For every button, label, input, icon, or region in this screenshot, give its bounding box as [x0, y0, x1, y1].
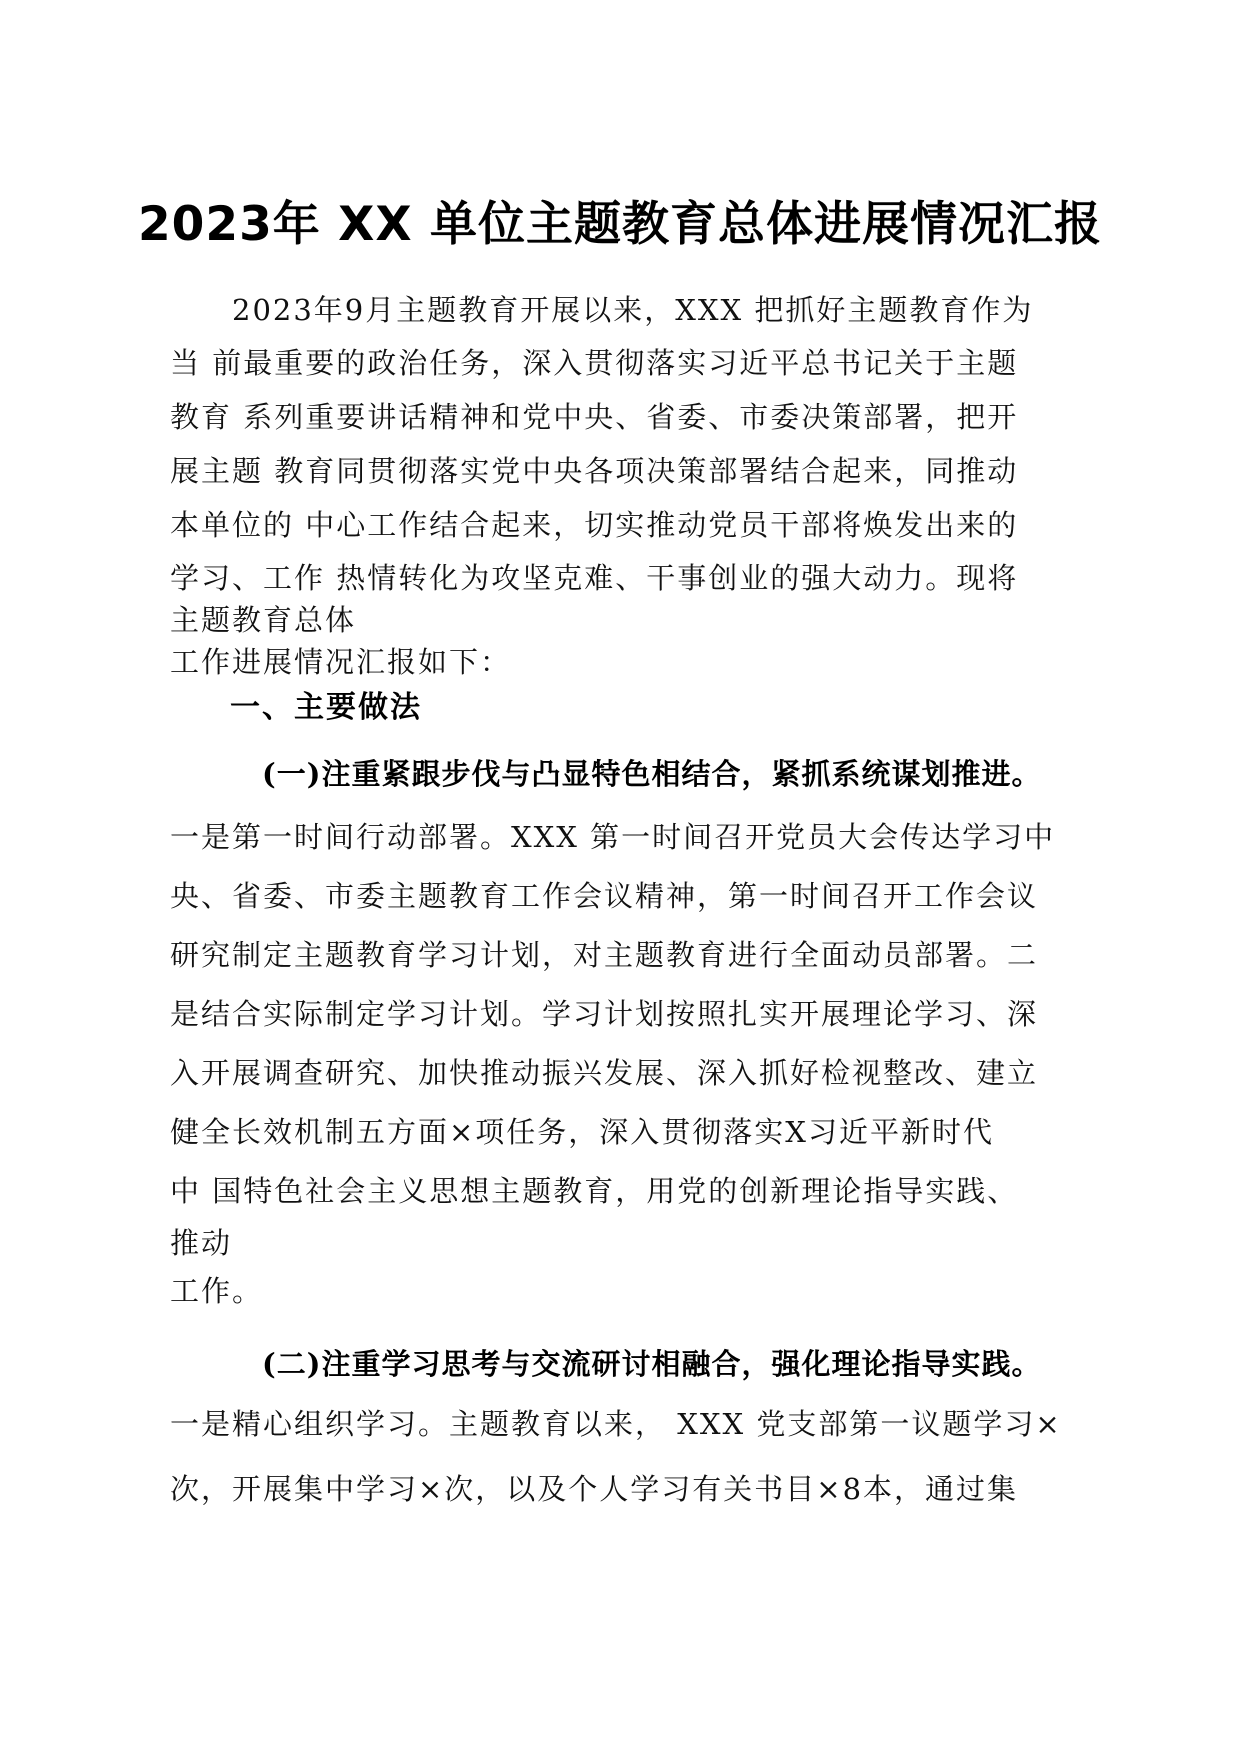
intro-line: 主题教育总体 [170, 603, 357, 637]
body-line: 一是第一时间行动部署。XXX 第一时间召开党员大会传达学习中 [170, 820, 1056, 854]
body-line: 入开展调查研究、加快推动振兴发展、深入抓好检视整改、建立 [170, 1056, 1039, 1090]
intro-line: 当 前最重要的政治任务，深入贯彻落实习近平总书记关于主题 [170, 346, 1019, 380]
body-line: 是结合实际制定学习计划。学习计划按照扎实开展理论学习、深 [170, 997, 1039, 1031]
body-line: 工作。 [170, 1274, 264, 1308]
intro-line: 展主题 教育同贯彻落实党中央各项决策部署结合起来，同推动 [170, 454, 1019, 488]
section-heading: 一、主要做法 [230, 690, 422, 725]
subsection-heading: (二)注重学习思考与交流研讨相融合，强化理论指导实践。 [262, 1347, 1042, 1381]
body-line: 中 国特色社会主义思想主题教育，用党的创新理论指导实践、 [170, 1174, 1019, 1208]
intro-line: 本单位的 中心工作结合起来，切实推动党员干部将焕发出来的 [170, 508, 1019, 542]
document-title: 2023年 XX 单位主题教育总体进展情况汇报 [137, 197, 1102, 252]
intro-line: 教育 系列重要讲话精神和党中央、省委、市委决策部署，把开 [170, 400, 1019, 434]
body-line: 央、省委、市委主题教育工作会议精神，第一时间召开工作会议 [170, 879, 1039, 913]
intro-line: 2023年9月主题教育开展以来，XXX 把抓好主题教育作为 [232, 293, 1034, 327]
intro-line: 学习、工作 热情转化为攻坚克难、干事创业的强大动力。现将 [170, 561, 1019, 595]
body-line: 一是精心组织学习。主题教育以来， XXX 党支部第一议题学习× [170, 1407, 1062, 1441]
body-line: 推动 [170, 1226, 233, 1260]
body-line: 研究制定主题教育学习计划，对主题教育进行全面动员部署。二 [170, 938, 1039, 972]
body-line: 次，开展集中学习×次，以及个人学习有关书目×8本，通过集 [170, 1472, 1019, 1506]
subsection-heading: (一)注重紧跟步伐与凸显特色相结合，紧抓系统谋划推进。 [262, 757, 1042, 791]
body-line: 健全长效机制五方面×项任务，深入贯彻落实X习近平新时代 [170, 1115, 994, 1149]
intro-line: 工作进展情况汇报如下： [170, 645, 512, 679]
